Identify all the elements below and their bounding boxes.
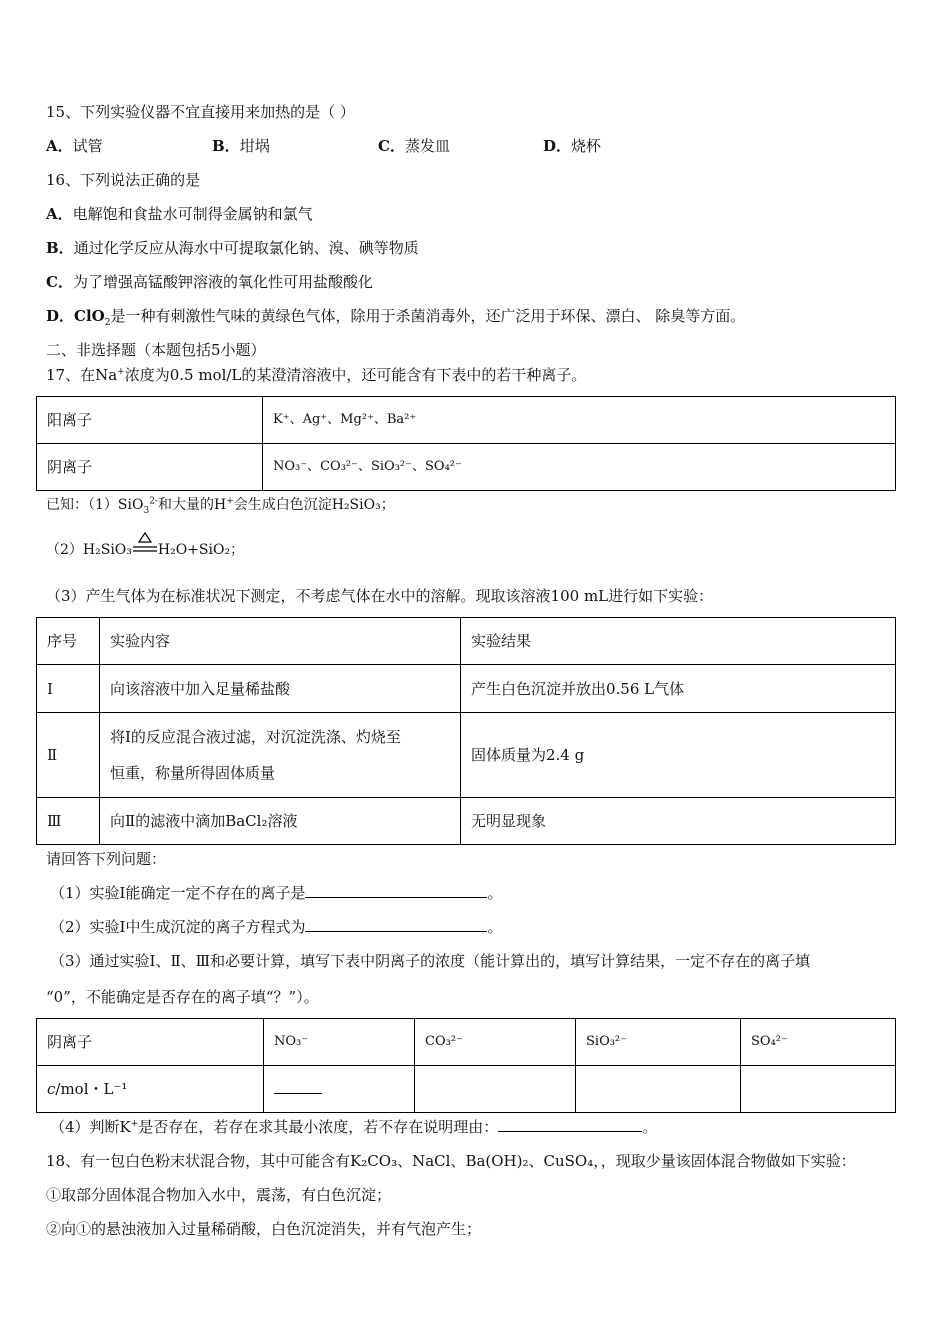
delta-icon <box>132 531 158 557</box>
sub-question-1: （1）实验Ⅰ能确定一定不存在的离子是 。 <box>50 884 503 902</box>
sub-question-3-line1: （3）通过实验Ⅰ、Ⅱ、Ⅲ和必要计算，填写下表中阴离子的浓度（能计算出的，填写计算结果，一定不存在的离子填 <box>50 952 811 970</box>
header-no: 序号 <box>37 618 100 665</box>
q15-option-b: B．坩埚 <box>212 137 270 155</box>
header-content: 实验内容 <box>100 618 461 665</box>
anion-label: 阴离子 <box>37 444 263 491</box>
conc-header-no3: NO₃⁻ <box>264 1019 415 1066</box>
cation-list: K⁺、Ag⁺、Mg²⁺、Ba²⁺ <box>263 397 896 444</box>
q15-stem: 15、下列实验仪器不宜直接用来加热的是（ ） <box>46 103 355 121</box>
q16-option-d: D．ClO$_2$是一种有刺激性气味的黄绿色气体，除用于杀菌消毒外，还广泛用于环保、漂白、 除臭等方面。 <box>46 307 746 328</box>
row-no: Ⅲ <box>37 798 100 845</box>
conc-header-sio3: SiO₃²⁻ <box>576 1019 741 1066</box>
known-1: 已知：（1）SiO$_3^{2-}$和大量的H+会生成白色沉淀H₂SiO₃； <box>46 496 395 516</box>
answer-blank-4[interactable] <box>498 1117 642 1132</box>
sub-question-3-line2: “0”，不能确定是否存在的离子填“？”）。 <box>46 988 319 1006</box>
row-content: 向Ⅱ的滤液中滴加BaCl₂溶液 <box>100 798 461 845</box>
row-content: 将Ⅰ的反应混合液过滤，对沉淀洗涤、灼烧至 恒重，称量所得固体质量 <box>100 713 461 798</box>
table-row <box>37 713 896 798</box>
q15-option-a: A．试管 <box>46 137 103 155</box>
row-no: Ⅱ <box>37 713 100 798</box>
table-row <box>37 798 896 845</box>
row-result: 产生白色沉淀并放出0.56 L气体 <box>461 665 896 713</box>
questions-intro: 请回答下列问题： <box>46 850 167 868</box>
conc-header-co3: CO₃²⁻ <box>415 1019 576 1066</box>
q16-option-a: A．电解饱和食盐水可制得金属钠和氯气 <box>46 205 313 223</box>
q16-option-c: C．为了增强高锰酸钾溶液的氧化性可用盐酸酸化 <box>46 273 373 291</box>
row-no: Ⅰ <box>37 665 100 713</box>
conc-row-label: c/mol・L⁻¹ <box>37 1066 264 1113</box>
q18-stem: 18、有一包白色粉末状混合物，其中可能含有K₂CO₃、NaCl、Ba(OH)₂、CuSO₄，，现取少量该固体混合物做如下实验： <box>46 1152 856 1170</box>
experiment-table <box>36 617 896 845</box>
conc-cell-so4[interactable] <box>741 1066 896 1113</box>
sub-question-4: （4）判断K+是否存在，若存在求其最小浓度，若不存在说明理由： 。 <box>50 1118 658 1136</box>
known-2: （2）H₂SiO₃ H₂O+SiO₂； <box>46 540 244 560</box>
q15-option-c: C．蒸发皿 <box>378 137 450 155</box>
conc-cell-sio3[interactable] <box>576 1066 741 1113</box>
answer-blank-2[interactable] <box>305 917 487 932</box>
answer-blank-1[interactable] <box>305 883 487 898</box>
conc-cell-no3[interactable] <box>264 1066 415 1113</box>
conc-header-so4: SO₄²⁻ <box>741 1019 896 1066</box>
row-content: 向该溶液中加入足量稀盐酸 <box>100 665 461 713</box>
sub-question-2: （2）实验Ⅰ中生成沉淀的离子方程式为 。 <box>50 918 503 936</box>
answer-blank-no3[interactable] <box>274 1079 322 1094</box>
row-result: 固体质量为2.4 g <box>461 713 896 798</box>
q16-stem: 16、下列说法正确的是 <box>46 171 201 189</box>
concentration-table <box>36 1018 896 1113</box>
known-3: （3）产生气体为在标准状况下测定，不考虑气体在水中的溶解。现取该溶液100 mL进行如下实验： <box>46 587 714 605</box>
q15-option-d: D．烧杯 <box>543 137 602 155</box>
cation-label: 阳离子 <box>37 397 263 444</box>
q18-step-2: ②向①的悬浊液加入过量稀硝酸，白色沉淀消失，并有气泡产生； <box>46 1220 482 1238</box>
q18-step-1: ①取部分固体混合物加入水中，震荡，有白色沉淀； <box>46 1186 392 1204</box>
section-heading: 二、非选择题（本题包括5小题） <box>46 341 266 359</box>
q16-option-b: B．通过化学反应从海水中可提取氯化钠、溴、碘等物质 <box>46 239 419 257</box>
ion-table <box>36 396 896 491</box>
row-result: 无明显现象 <box>461 798 896 845</box>
header-result: 实验结果 <box>461 618 896 665</box>
conc-cell-co3[interactable] <box>415 1066 576 1113</box>
conc-header-anion: 阴离子 <box>37 1019 264 1066</box>
heat-equals-sign <box>132 543 158 557</box>
q17-stem: 17、在Na+浓度为0.5 mol/L的某澄清溶液中，还可能含有下表中的若干种离子。 <box>46 366 587 384</box>
table-row <box>37 665 896 713</box>
anion-list: NO₃⁻、CO₃²⁻、SiO₃²⁻、SO₄²⁻ <box>263 444 896 491</box>
